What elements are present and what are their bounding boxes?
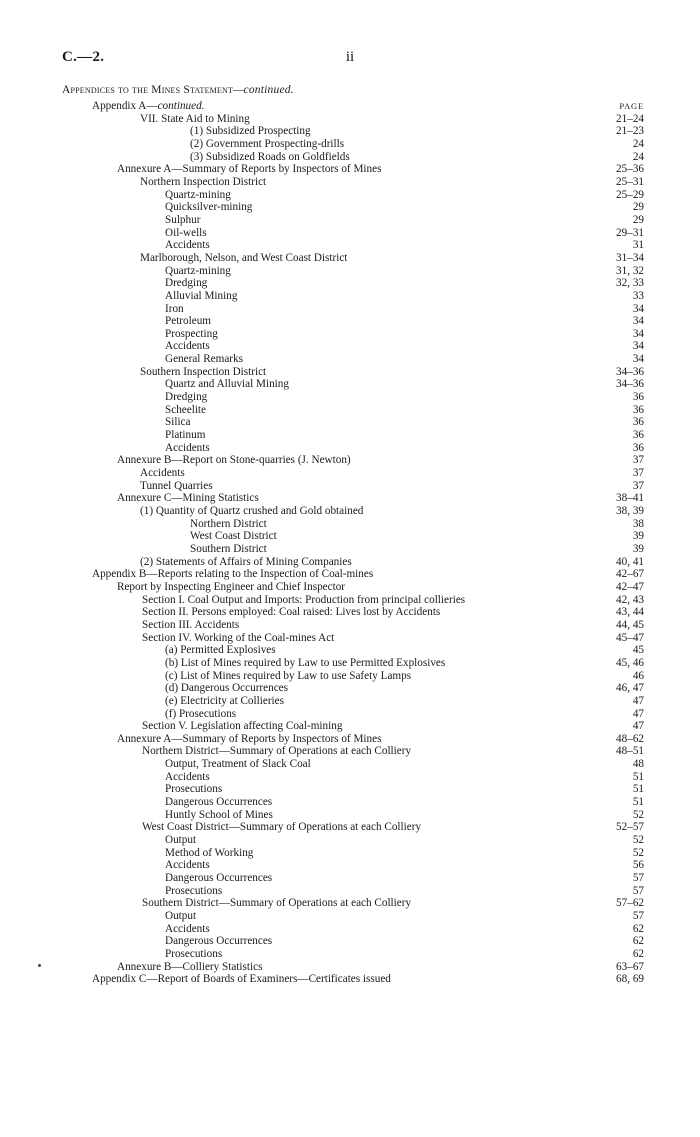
toc-entry-page: 47	[632, 707, 644, 720]
toc-entry-page: 52	[632, 834, 644, 847]
toc-entry-page: 36	[632, 416, 644, 429]
toc-entry	[0, 619, 700, 632]
toc-entry	[0, 366, 700, 379]
toc-entry-page: 36	[632, 403, 644, 416]
toc-entry-page: 48–51	[616, 745, 644, 758]
toc-entry-page: 31–34	[616, 251, 644, 264]
toc-entry-title: Section I. Coal Output and Imports: Production from principal collieries	[142, 594, 469, 607]
toc-entry	[0, 201, 700, 214]
toc-entry-page: 38, 39	[616, 505, 644, 517]
toc-entry-page: 21–23	[616, 125, 644, 138]
toc-entry	[0, 606, 700, 619]
toc-entry	[0, 518, 700, 531]
toc-entry-title: Accidents	[165, 442, 214, 455]
page-column-label: PAGE	[619, 101, 644, 111]
toc-entry	[0, 809, 700, 822]
toc-entry	[0, 151, 700, 164]
toc-entry	[0, 340, 700, 353]
toc-entry-title: Accidents	[165, 340, 214, 353]
toc-entry-title: Oil-wells	[165, 227, 211, 240]
toc-entry-title: Dredging	[165, 277, 211, 290]
toc-entry-title: (3) Subsidized Roads on Goldfields	[190, 151, 354, 164]
toc-entry-title: Output, Treatment of Slack Coal	[165, 758, 315, 771]
toc-entry-page: 32, 33	[616, 277, 644, 290]
toc-entry-page: 38	[632, 517, 644, 530]
toc-entry-page: 34	[632, 327, 644, 340]
toc-entry	[0, 416, 700, 429]
section-title-main: Appendices to the Mines Statement	[62, 84, 234, 96]
toc-entry	[0, 138, 700, 151]
toc-entry-title: VII. State Aid to Mining	[140, 113, 254, 126]
toc-entry-title: (2) Government Prospecting-drills	[190, 138, 348, 151]
toc-entry	[0, 290, 700, 303]
toc-entry-page: 29	[632, 201, 644, 214]
toc-entry-page: 47	[632, 694, 644, 707]
toc-entry-page: 24	[632, 137, 644, 150]
toc-entry	[0, 328, 700, 341]
toc-entry	[0, 556, 700, 569]
toc-entry-title: Quartz-mining	[165, 189, 235, 202]
toc-entry-title: Prosecutions	[165, 948, 226, 961]
toc-entry-page: 31	[632, 239, 644, 252]
toc-entry-page: 45, 46	[616, 656, 644, 669]
toc-entry-title: Appendix C—Report of Boards of Examiners—Certificates issued	[92, 973, 395, 986]
toc-entry-page: 45	[632, 644, 644, 657]
toc-entry-title: Quicksilver-mining	[165, 201, 256, 214]
toc-entry-page: 40, 41	[616, 555, 644, 568]
toc-entry-title: Prospecting	[165, 328, 222, 341]
section-title-suffix: —continued.	[233, 84, 294, 96]
toc-entry-title: Annexure C—Mining Statistics	[117, 492, 263, 505]
toc-entry-page: 42, 43	[616, 593, 644, 606]
toc-entry	[0, 961, 700, 974]
toc-entry-title: Method of Working	[165, 847, 257, 860]
toc-entry	[0, 492, 700, 505]
toc-entry-title: Huntly School of Mines	[165, 809, 277, 822]
toc-entry	[0, 530, 700, 543]
toc-entry-title: Alluvial Mining	[165, 290, 241, 303]
toc-entry	[0, 708, 700, 721]
toc-entry	[0, 100, 700, 113]
toc-entry	[0, 644, 700, 657]
toc-entry-page: 34–36	[616, 378, 644, 391]
margin-speck	[38, 964, 41, 967]
toc-entry	[0, 923, 700, 936]
toc-entry-title: Report by Inspecting Engineer and Chief Inspector	[117, 581, 349, 594]
toc-entry	[0, 505, 700, 518]
toc-entry-title: Dangerous Occurrences	[165, 796, 276, 809]
toc-entry-title: Accidents	[165, 859, 214, 872]
toc-entry-title: West Coast District—Summary of Operations at each Colliery	[142, 821, 425, 834]
toc-entry	[0, 859, 700, 872]
toc-entry-title: Section III. Accidents	[142, 619, 243, 632]
toc-entry-title: (e) Electricity at Collieries	[165, 695, 288, 708]
toc-entry-title: Silica	[165, 416, 194, 429]
toc-entry	[0, 277, 700, 290]
toc-entry-title: Prosecutions	[165, 783, 226, 796]
toc-entry-page: 25–36	[616, 163, 644, 176]
toc-entry	[0, 353, 700, 366]
toc-entry-page: 48	[632, 758, 644, 771]
toc-entry	[0, 581, 700, 594]
toc-entry-page: 34	[632, 340, 644, 353]
toc-entry-page: 62	[632, 947, 644, 960]
toc-entry-page: 25–29	[616, 188, 644, 201]
toc-entry-page: 62	[632, 935, 644, 948]
toc-entry	[0, 834, 700, 847]
toc-entry-page: 42–67	[616, 568, 644, 581]
toc-entry-page: 46	[632, 669, 644, 682]
toc-entry	[0, 214, 700, 227]
toc-entry-page: 29–31	[616, 226, 644, 239]
toc-entry-title: Appendix A—continued.	[92, 100, 209, 113]
toc-entry-page: 36	[632, 429, 644, 442]
toc-entry-title: Dangerous Occurrences	[165, 935, 276, 948]
toc-entry-page: 52	[632, 846, 644, 859]
toc-entry-title: Output	[165, 834, 200, 847]
toc-entry-title: Southern Inspection District	[140, 366, 270, 379]
toc-entry-title: Southern District—Summary of Operations at each Colliery	[142, 897, 415, 910]
toc-entry-page: 39	[632, 542, 644, 555]
toc-entry-page: 37	[632, 454, 644, 467]
toc-entry-title: Appendix B—Reports relating to the Inspection of Coal-mines	[92, 568, 377, 581]
toc-entry	[0, 758, 700, 771]
toc-entry-page: 57	[632, 872, 644, 885]
toc-entry	[0, 303, 700, 316]
toc-entry-title: Accidents	[165, 771, 214, 784]
section-title	[62, 84, 294, 96]
toc-entry	[0, 568, 700, 581]
toc-entry	[0, 796, 700, 809]
toc-entry-page: 52	[632, 808, 644, 821]
toc-entry-title: (f) Prosecutions	[165, 708, 240, 721]
toc-entry-title: (b) List of Mines required by Law to use Permitted Explosives	[165, 657, 449, 670]
toc-entry-title: Section IV. Working of the Coal-mines Act	[142, 632, 338, 645]
toc-entry-page: 38–41	[616, 492, 644, 505]
toc-entry-title: Tunnel Quarries	[140, 480, 217, 493]
toc-entry-title: Accidents	[165, 923, 214, 936]
table-of-contents	[0, 96, 700, 986]
toc-entry-page: 57	[632, 910, 644, 922]
toc-entry-title: West Coast District	[190, 530, 281, 543]
toc-entry-page: 24	[632, 150, 644, 163]
toc-entry-page: 34–36	[616, 365, 644, 378]
toc-entry	[0, 682, 700, 695]
toc-entry-title: Northern District—Summary of Operations at each Colliery	[142, 745, 415, 758]
toc-entry-page: 39	[632, 530, 644, 543]
toc-entry-page: 31, 32	[616, 264, 644, 277]
toc-entry	[0, 783, 700, 796]
toc-entry	[0, 670, 700, 683]
toc-entry	[0, 467, 700, 480]
toc-entry	[0, 429, 700, 442]
toc-entry-page: 36	[632, 391, 644, 404]
toc-entry	[0, 872, 700, 885]
toc-entry-title: Section II. Persons employed: Coal raised: Lives lost by Accidents	[142, 606, 444, 619]
toc-entry	[0, 973, 700, 986]
toc-entry-page: 25–31	[616, 175, 644, 188]
toc-entry	[0, 442, 700, 455]
toc-entry-title: General Remarks	[165, 353, 247, 366]
toc-entry-page: 34	[632, 315, 644, 328]
toc-entry	[0, 239, 700, 252]
toc-entry-page: 46, 47	[616, 682, 644, 695]
toc-entry-title: Northern Inspection District	[140, 176, 270, 189]
toc-entry	[0, 125, 700, 138]
toc-entry-title: Iron	[165, 303, 188, 316]
toc-entry-page: 47	[632, 720, 644, 733]
toc-entry-page: 52–57	[616, 821, 644, 834]
toc-entry-page: 51	[632, 770, 644, 783]
toc-entry-page: 51	[632, 796, 644, 809]
toc-entry	[0, 935, 700, 948]
toc-entry-title: (a) Permitted Explosives	[165, 644, 280, 657]
toc-entry-title: Dredging	[165, 391, 211, 404]
toc-entry	[0, 113, 700, 126]
toc-entry	[0, 176, 700, 189]
toc-entry-title: Dangerous Occurrences	[165, 872, 276, 885]
toc-entry	[0, 543, 700, 556]
toc-entry-title: Northern District	[190, 518, 271, 531]
toc-entry-page: 21–24	[616, 112, 644, 125]
toc-entry-page: 34	[632, 302, 644, 315]
toc-entry-title: (1) Quantity of Quartz crushed and Gold obtained	[140, 505, 367, 518]
page-number: ii	[345, 49, 355, 65]
toc-entry	[0, 391, 700, 404]
toc-entry	[0, 657, 700, 670]
toc-entry-page: 43, 44	[616, 606, 644, 619]
toc-entry-title: Petroleum	[165, 315, 215, 328]
toc-entry	[0, 378, 700, 391]
toc-entry-page: 56	[632, 859, 644, 872]
toc-entry-title: (1) Subsidized Prospecting	[190, 125, 315, 138]
toc-entry-title: Scheelite	[165, 404, 210, 417]
toc-entry-page: 57	[632, 884, 644, 897]
toc-entry	[0, 315, 700, 328]
toc-entry-title: (d) Dangerous Occurrences	[165, 682, 292, 695]
toc-entry	[0, 189, 700, 202]
toc-entry	[0, 594, 700, 607]
toc-entry	[0, 695, 700, 708]
toc-entry-title: Sulphur	[165, 214, 204, 227]
toc-entry	[0, 771, 700, 784]
toc-entry-page: 63–67	[616, 960, 644, 973]
toc-entry-page: 45–47	[616, 631, 644, 644]
toc-entry-title: Southern District	[190, 543, 271, 556]
toc-entry	[0, 948, 700, 961]
toc-entry	[0, 632, 700, 645]
toc-entry	[0, 454, 700, 467]
toc-entry	[0, 480, 700, 493]
toc-entry	[0, 910, 700, 923]
toc-entry	[0, 733, 700, 746]
toc-entry-page: 44, 45	[616, 618, 644, 631]
toc-entry	[0, 720, 700, 733]
toc-entry-title: Accidents	[140, 467, 189, 480]
toc-entry-title: Quartz and Alluvial Mining	[165, 378, 293, 391]
toc-entry-page: 62	[632, 922, 644, 935]
toc-entry-title: Annexure A—Summary of Reports by Inspectors of Mines	[117, 733, 385, 746]
toc-entry	[0, 847, 700, 860]
toc-entry-title: Prosecutions	[165, 885, 226, 898]
toc-entry-title: Quartz-mining	[165, 265, 235, 278]
toc-entry-page: 37	[632, 479, 644, 492]
toc-entry-page: 68, 69	[616, 973, 644, 986]
toc-entry	[0, 227, 700, 240]
toc-entry-page: 33	[632, 289, 644, 302]
toc-entry	[0, 265, 700, 278]
toc-entry	[0, 252, 700, 265]
toc-entry-page: 48–62	[616, 732, 644, 745]
toc-entry-title: Platinum	[165, 429, 209, 442]
toc-entry	[0, 404, 700, 417]
toc-entry-title: (2) Statements of Affairs of Mining Companies	[140, 556, 356, 569]
toc-entry-title: Annexure B—Colliery Statistics	[117, 961, 266, 974]
toc-entry-page: 57–62	[616, 897, 644, 910]
toc-entry	[0, 821, 700, 834]
toc-entry-page: 29	[632, 213, 644, 226]
toc-entry	[0, 897, 700, 910]
toc-entry	[0, 885, 700, 898]
toc-entry-page: 51	[632, 783, 644, 796]
toc-entry-page: 36	[632, 441, 644, 454]
toc-entry-title: Annexure B—Report on Stone-quarries (J. Newton)	[117, 454, 355, 467]
toc-entry-page: 34	[632, 353, 644, 366]
toc-entry	[0, 745, 700, 758]
toc-entry-title: (c) List of Mines required by Law to use Safety Lamps	[165, 670, 415, 683]
toc-entry-title: Section V. Legislation affecting Coal-mining	[142, 720, 346, 733]
toc-entry-page: 37	[632, 467, 644, 480]
toc-entry-title: Marlborough, Nelson, and West Coast District	[140, 252, 351, 265]
toc-entry	[0, 163, 700, 176]
toc-entry-title: Accidents	[165, 239, 214, 252]
document-code: C.—2.	[62, 49, 105, 65]
toc-entry-title: Annexure A—Summary of Reports by Inspectors of Mines	[117, 163, 385, 176]
toc-entry-title: Output	[165, 910, 200, 923]
toc-entry-page: 42–47	[616, 580, 644, 593]
